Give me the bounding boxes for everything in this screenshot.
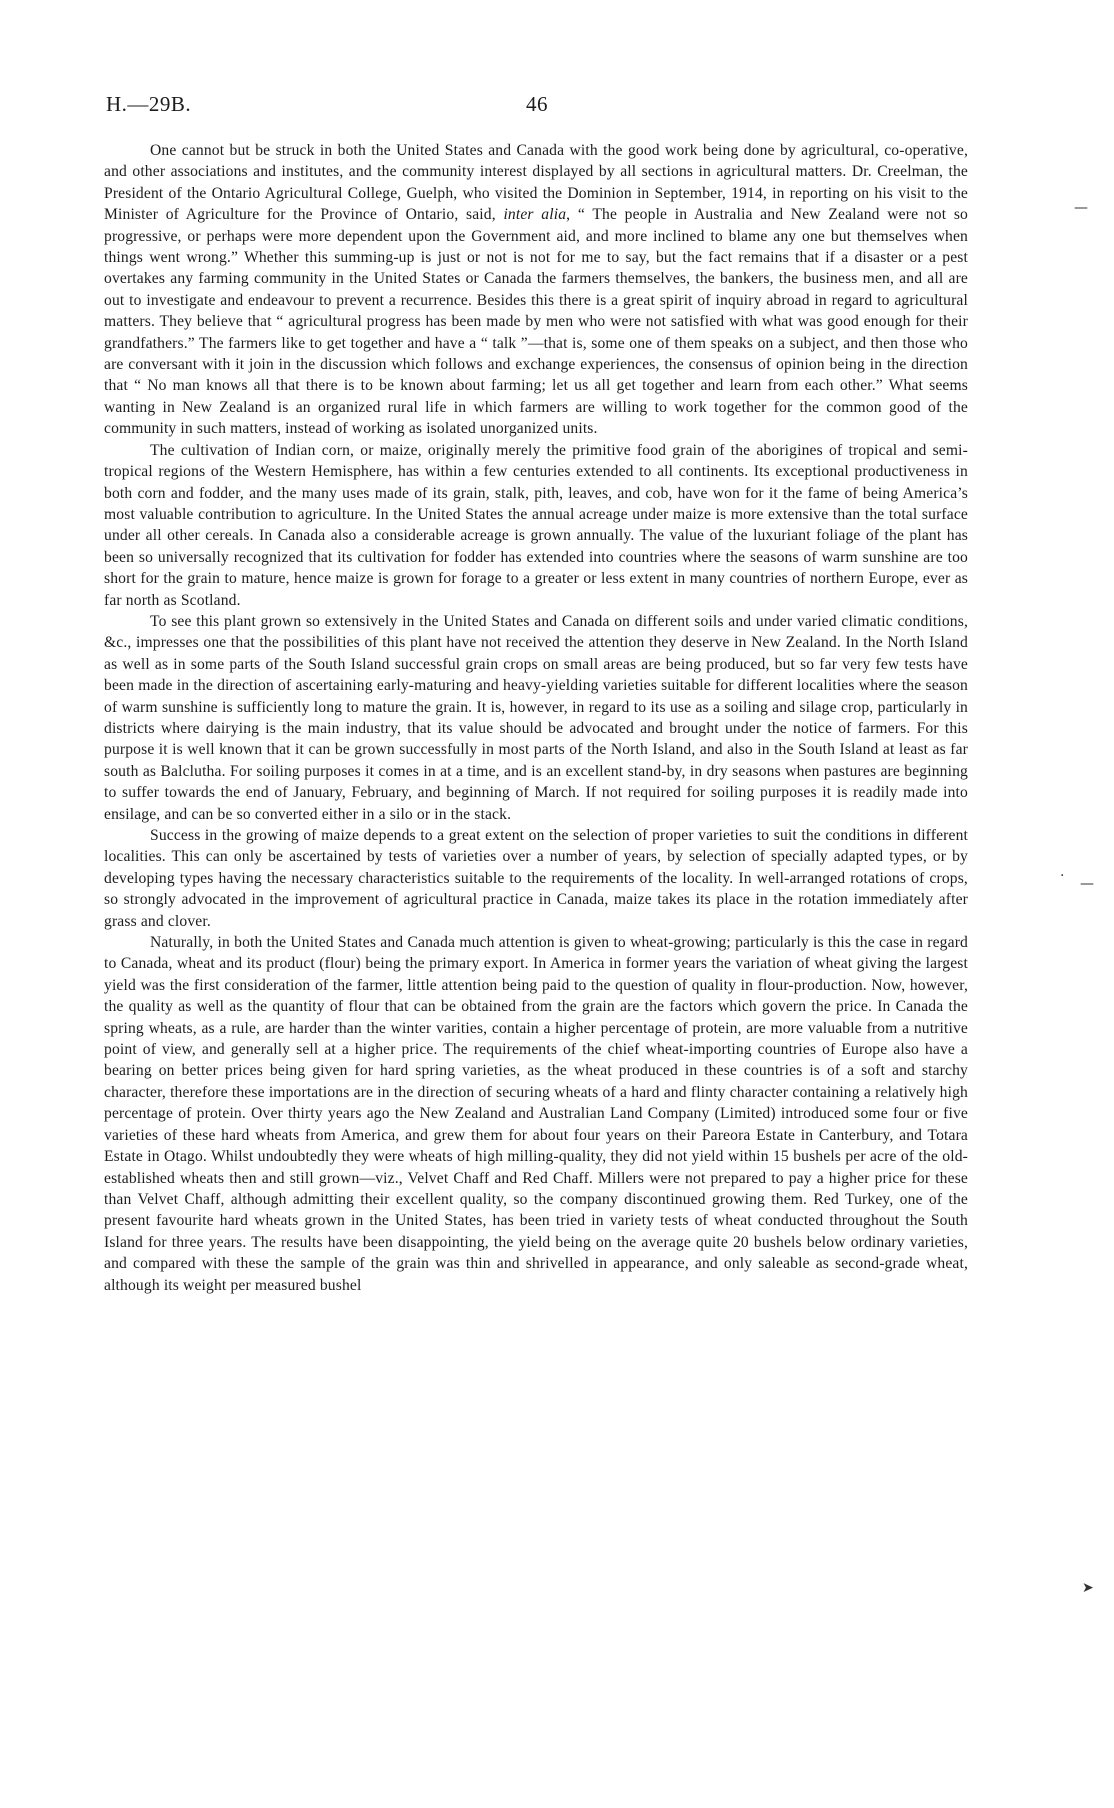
margin-mark: — — [1074, 200, 1088, 216]
paragraph-wheat-growing: Naturally, in both the United States and Canada much attention is given to wheat-growing; particularly is this the case in regard to Canada, wheat and its product (flour) being the primary export. In America in former years the variation of wheat giving the largest yield was the first consideration of the farmer, little attention being paid to the question of quality in flour-production. Now, however, the quality as well as the quantity of flour that can be obtained from the grain are the factors which govern the price. In Canada the spring wheats, as a rule, are harder than the winter varities, contain a higher percentage of protein, are more valuable from a nutritive point of view, and generally sell at a higher price. The requirements of the chief wheat-importing countries of Europe also have a bearing on better prices being given for hard spring varieties, as the wheat produced in these countries is of a soft and starchy character, therefore these importations are in the direction of securing wheats of a hard and flinty character containing a relatively high percentage of protein. Over thirty years ago the New Zealand and Australian Land Company (Limited) introduced some four or five varieties of these hard wheats from America, and grew them for about four years on their Pareora Estate in Canterbury, and Totara Estate in Otago. Whilst undoubtedly they were wheats of high milling-quality, they did not yield within 15 bushels per acre of the old-established wheats then and still grown—viz., Velvet Chaff and Red Chaff. Millers were not prepared to pay a higher price for these than Velvet Chaff, although admitting their excellent quality, so the company discontinued growing them. Red Turkey, one of the present favourite hard wheats grown in the United States, has been tried in variety tests of wheat conducted throughout the South Island for three years. The results have been disappointing, the yield being on the average quite 20 bushels below ordinary varieties, and compared with these the sample of the grain was thin and shrivelled in appearance, and only saleable as second-grade wheat, although its weight per measured bushel — [104, 934, 968, 1294]
page-header — [106, 92, 986, 122]
body-text — [104, 140, 968, 1296]
paragraph-maize-cultivation: The cultivation of Indian corn, or maize, originally merely the primitive food grain of the aborigines of tropical and semi-tropical regions of the Western Hemisphere, has within a few centuries extended to all continents. Its exceptional productiveness in both corn and fodder, and the many uses made of its grain, stalk, pith, leaves, and cob, have won for it the fame of being America’s most valuable contribution to agriculture. In the United States the annual acreage under maize is more extensive than the total surface under all other cereals. In Canada also a considerable acreage is grown annually. The value of the luxuriant foliage of the plant has been so universally recognized that its cultivation for fodder has extended into countries where the seasons of warm sunshine are too short for the grain to mature, hence maize is grown for forage to a greater or less extent in many countries of northern Europe, ever as far north as Scotland. — [104, 441, 968, 609]
margin-arrow-icon: ➤ — [1082, 1580, 1094, 1596]
latin-phrase: inter alia — [503, 206, 567, 224]
paragraph-associations: One cannot but be struck in both the United States and Canada with the good work being done by agricultural, co-operative, and other associations and institutes, and the community interest displayed by all sections in agricultural matters. Dr. Creelman, the President of the Ontario Agricultural College, Guelph, who visited the Dominion in September, 1914, in reporting on his visit to the Minister of Agriculture for the Province of Ontario, said, inter alia, “ The people in Australia and New Zealand were not so progressive, or perhaps were more dependent upon the Government aid, and more inclined to blame any one but themselves when things went wrong.” Whether this summing-up is just or not is not for me to say, but the fact remains that if a disaster or a pest overtakes any farming community in the United States or Canada the farmers themselves, the bankers, the business men, and all are out to investigate and endeavour to prevent a recurrence. Besides this there is a great spirit of inquiry abroad in regard to agricultural matters. They believe that “ agricultural progress has been made by men who were not satisfied with what was good enough for their grandfathers.” The farmers like to get together and have a “ talk ”—that is, some one of them speaks on a subject, and then those who are conversant with it join in the discussion which follows and exchange experiences, the consensus of opinion being in the direction that “ No man knows all that there is to be known about farming; let us all get together and learn from each other.” What seems wanting in New Zealand is an organized rural life in which farmers are willing to work together for the common good of the community in such matters, instead of working as isolated unorganized units. — [104, 142, 969, 438]
paragraph-maize-new-zealand: To see this plant grown so extensively in the United States and Canada on different soils and under varied climatic conditions, &c., impresses one that the possibilities of this plant have not received the attention they deserve in New Zealand. In the North Island as well as in some parts of the South Island successful grain crops on small areas are being produced, but so far very few tests have been made in the direction of ascertaining early-maturing and heavy-yielding varieties suitable for different localities where the season of warm sunshine is sufficiently long to mature the grain. It is, however, in regard to its use as a soiling and silage crop, particularly in districts where dairying is the main industry, that its value should be advocated and brought under the notice of farmers. For this purpose it is well known that it can be grown successfully in most parts of the North Island, and also in the South Island at least as far south as Balclutha. For soiling purposes it comes in at a time, and is an excellent stand-by, in dry seasons when pastures are beginning to suffer towards the end of January, February, and beginning of March. If not required for soiling purposes it is readily made into ensilage, and can be so converted either in a silo or in the stack. — [104, 612, 968, 823]
document-reference: H.—29B. — [106, 92, 192, 116]
margin-mark: — — [1080, 876, 1094, 892]
page-number: 46 — [526, 92, 548, 116]
margin-mark: · — [1060, 868, 1065, 884]
paragraph-maize-varieties: Success in the growing of maize depends to a great extent on the selection of proper varieties to suit the conditions in different localities. This can only be ascertained by tests of varieties over a number of years, by selection of specially adapted types, or by developing types having the necessary characteristics suitable to the requirements of the locality. In well-arranged rotations of crops, so strongly advocated in the improvement of agricultural practice in Canada, maize takes its place in the rotation immediately after grass and clover. — [104, 827, 968, 930]
